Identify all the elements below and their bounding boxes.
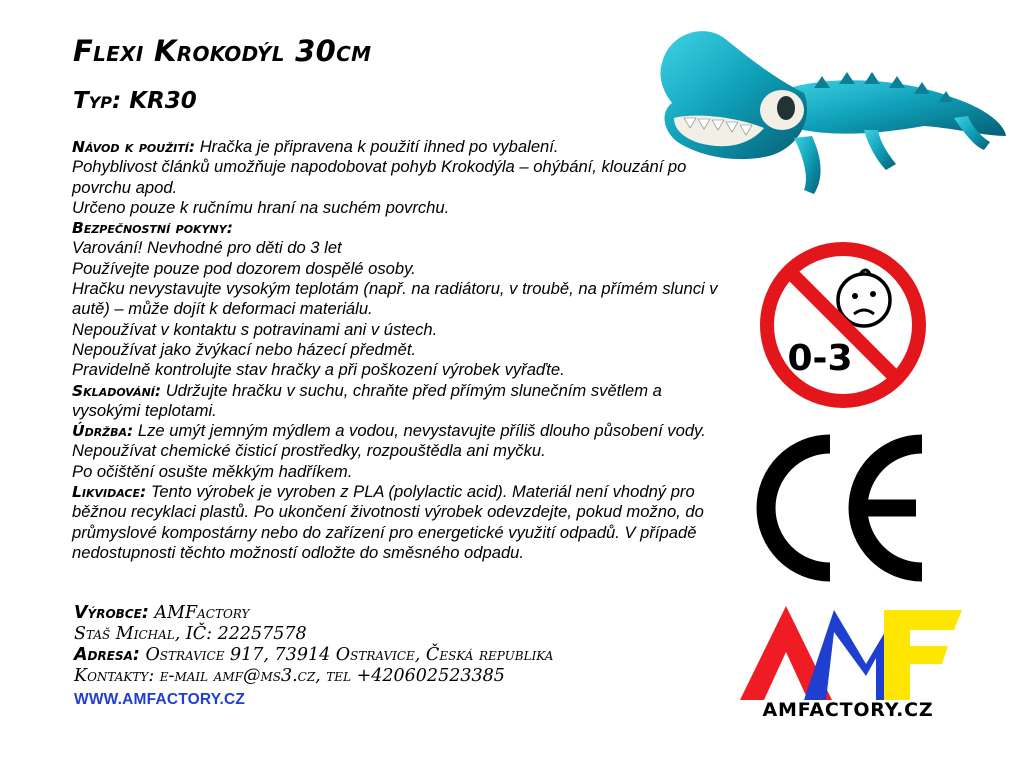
amf-logo-text: AMFACTORY.CZ [762, 699, 934, 721]
bezpecnost-line-2: Používejte pouze pod dozorem dospělé osoby. [72, 258, 416, 278]
manufacturer-block [74, 603, 553, 687]
age-warning-icon [758, 240, 928, 410]
product-title: Flexi Krokodýl 30cm [73, 34, 372, 68]
bezpecnost-line-4: autě) – může dojít k deformaci materiálu. [72, 299, 373, 319]
udrzba-label: Údržba: [72, 422, 134, 441]
skladovani-text-1: Udržujte hračku v suchu, chraňte před přímým slunečním světlem a [161, 380, 662, 400]
navod-text-1: Hračka je připravena k použití ihned po vybalení. [195, 137, 559, 156]
maker-line [74, 603, 553, 624]
navod-label: Návod k použití: [72, 138, 196, 156]
navod-line-3: povrchu apod. [72, 177, 178, 197]
udrzba-line-1 [72, 421, 722, 441]
website-link[interactable]: WWW.AMFACTORY.CZ [74, 691, 246, 708]
navod-line-4: Určeno pouze k ručnímu hraní na suchém povrchu. [72, 197, 450, 217]
person-line: Staš Michal, IČ: 22257578 [74, 624, 307, 644]
bezpecnost-line-5: Nepoužívat v kontaktu s potravinami ani v ústech. [72, 319, 438, 339]
ce-mark-icon [748, 434, 938, 582]
crocodile-toy-image [654, 18, 1012, 206]
udrzba-text-1: Lze umýt jemným mýdlem a vodou, nevystavujte příliš dlouho působení vody. [133, 421, 706, 441]
navod-line-1 [72, 137, 722, 157]
skladovani-line-1 [72, 381, 722, 401]
skladovani-label: Skladování: [72, 381, 162, 400]
address-value: Ostravice 917, 73914 Ostravice, Česká republika [139, 645, 554, 665]
bezpecnost-line-6: Nepoužívat jako žvýkací nebo házecí předmět. [72, 339, 417, 359]
product-type: Typ: KR30 [73, 88, 197, 114]
likvidace-label: Likvidace: [72, 483, 147, 502]
amf-logo [734, 602, 966, 702]
likvidace-line-1 [72, 482, 722, 502]
likvidace-line-3: průmyslové kompostárny nebo do zařízení pro energetické využití odpadů. V případě [72, 522, 697, 542]
likvidace-line-2: běžnou recyklaci plastů. Po ukončení životnosti výrobek odevzdejte, pokud možno, do [72, 502, 704, 522]
maker-label: Výrobce: [74, 603, 149, 623]
bezpecnost-label: Bezpečnostní pokyny: [72, 219, 233, 238]
bezpecnost-line-1: Varování! Nevhodné pro děti do 3 let [72, 238, 342, 258]
udrzba-line-3: Po očištění osušte měkkým hadříkem. [72, 461, 353, 481]
contacts-line: Kontakty: e-mail amf@ms3.cz, tel +420602523385 [74, 666, 505, 686]
address-label: Adresa: [74, 645, 140, 665]
udrzba-line-2: Nepoužívat chemické čisticí prostředky, rozpouštědla ani myčku. [72, 441, 546, 461]
skladovani-line-2: vysokými teplotami. [72, 400, 217, 420]
bezpecnost-line-3: Hračku nevystavujte vysokým teplotám (např. na radiátoru, v troubě, na přímém slunci v [72, 279, 718, 299]
maker-value: AMFactory [148, 603, 250, 623]
likvidace-line-4: nedostupnosti těchto možností odložte do směsného odpadu. [72, 542, 525, 562]
age-warning-text: 0-3 [787, 338, 853, 379]
instructions-body [72, 137, 722, 563]
likvidace-text-1: Tento výrobek je vyroben z PLA (polylactic acid). Materiál není vhodný pro [146, 482, 695, 502]
address-line [74, 645, 553, 666]
bezpecnost-label-line [72, 218, 722, 238]
navod-line-2: Pohyblivost článků umožňuje napodobovat pohyb Krokodýla – ohýbání, klouzání po [72, 157, 687, 177]
bezpecnost-line-7: Pravidelně kontrolujte stav hračky a při poškození výrobek vyřaďte. [72, 360, 565, 380]
